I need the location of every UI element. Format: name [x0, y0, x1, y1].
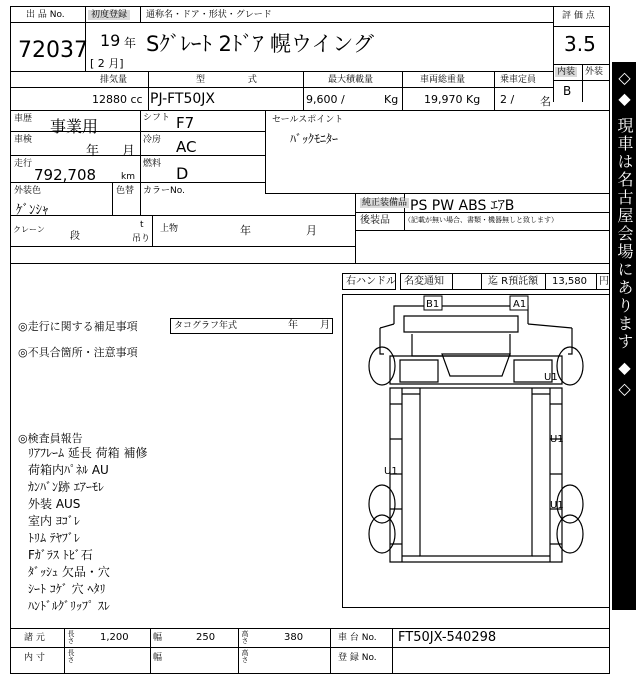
name-change-label: 名変通知: [404, 276, 444, 287]
interior-grade-value: B: [563, 84, 572, 98]
width-value: 250: [196, 632, 216, 643]
model-label: 型 式: [196, 75, 257, 85]
crane-label: クレーン: [13, 225, 45, 234]
grade-value: 3.5: [564, 32, 596, 56]
inner-height-label: 高さ: [241, 649, 249, 663]
inspection-month: 月: [122, 144, 136, 159]
tachograph-label: タコグラフ年式: [174, 321, 238, 331]
inspector-line: ﾘｱﾌﾚｰﾑ 延長 荷箱 補修: [28, 446, 148, 460]
tachograph-month: 月: [320, 320, 330, 331]
color-code-label: カラーNo.: [143, 186, 185, 196]
location-banner-text: ◇◆ 現車は名古屋会場にあります ◆◇: [615, 68, 634, 401]
upper-body-month: 月: [306, 224, 317, 237]
first-registration-month: [ 2 月]: [90, 57, 124, 70]
vehicle-name-header: 通称名・ドア・形状・グレード: [146, 10, 272, 20]
inspector-line: 外装 AUS: [28, 497, 81, 511]
model-value: PJ-FT50JX: [150, 91, 216, 107]
mileage-label: 走行: [14, 159, 33, 169]
exterior-grade-label: 外装: [585, 67, 604, 77]
gvw-value: 19,970 Kg: [424, 93, 481, 106]
height-label: 高さ: [241, 630, 249, 644]
length-value: 1,200: [100, 632, 129, 643]
max-load-label: 最大積載量: [328, 75, 374, 85]
location-banner: [612, 62, 636, 610]
length-label: 長さ: [67, 630, 75, 644]
inspector-line: Fｶﾞﾗｽ ﾄﾋﾞ石: [28, 548, 93, 562]
fuel-value: D: [176, 164, 189, 183]
width-label: 幅: [153, 633, 163, 643]
history-label: 車歴: [14, 114, 33, 124]
first-registration-year: 19: [100, 31, 121, 50]
after-market-note: （記載が無い場合、書類・機器無しと致します）: [404, 216, 558, 224]
chassis-value: FT50JX-540298: [398, 630, 497, 645]
fuel-label: 燃料: [143, 159, 162, 169]
shift-value: F7: [176, 114, 195, 132]
grade-label: 評 価 点: [562, 11, 595, 21]
capacity-unit: 名: [540, 95, 551, 108]
tachograph-year: 年: [288, 320, 298, 331]
inner-width-label: 幅: [153, 653, 163, 663]
recycle-fee-unit: 円: [599, 276, 609, 287]
color-value: ｹﾞﾝｼｬ: [16, 203, 49, 218]
capacity-label: 乗車定員: [500, 75, 537, 85]
crane-hanging: 吊り: [132, 234, 151, 244]
specs-label: 諸 元: [24, 633, 45, 643]
equipment-label: 純正装備品: [362, 198, 408, 208]
recycle-fee-label: 迄 R預託額: [488, 276, 539, 287]
max-load-value: 9,600 /: [306, 93, 345, 106]
damage-mark: U1: [544, 372, 558, 383]
gvw-label: 車両総重量: [420, 75, 466, 85]
inspector-line: 室内 ﾖｺﾞﾚ: [28, 514, 80, 528]
damage-mark: U1: [550, 434, 564, 445]
truck-diagram: [342, 294, 610, 608]
defects-label: ◎不具合箇所・注意事項: [18, 346, 138, 359]
vehicle-name: Sｸﾞﾚｰﾄ 2ﾄﾞｱ 幌ウイング: [146, 32, 374, 56]
displacement-value: 12880 cc: [92, 93, 143, 106]
damage-mark: U1: [384, 466, 398, 477]
height-value: 380: [284, 632, 304, 643]
color-label: 外装色: [14, 186, 42, 196]
inner-size-label: 内 寸: [24, 653, 45, 663]
history-value: 事業用: [50, 117, 99, 136]
name-change-mark-box: [452, 273, 482, 290]
mileage-unit: km: [121, 172, 135, 182]
crane-stage: 段: [70, 231, 80, 242]
lot-number: 72037: [18, 38, 88, 63]
a1-label: A1: [513, 299, 527, 310]
inspector-line: ﾊﾝﾄﾞﾙｸﾞﾘｯﾌﾟ ｽﾚ: [28, 599, 110, 613]
inspector-line: ｼｰﾄ ｺｹﾞ 穴 ﾍﾀﾘ: [28, 582, 106, 596]
inspection-year: 年: [86, 144, 100, 159]
chassis-label: 車 台 No.: [338, 633, 377, 643]
upper-body-label: 上物: [160, 224, 179, 234]
inner-length-label: 長さ: [67, 649, 75, 663]
inspection-label: 車検: [14, 135, 33, 145]
inspector-report-lines: [28, 446, 147, 616]
ac-value: AC: [176, 138, 197, 156]
shift-label: シフト: [143, 113, 171, 123]
inspector-line: ﾀﾞｯｼｭ 欠品・穴: [28, 565, 110, 579]
year-unit: 年: [124, 36, 137, 50]
recycle-fee-value: 13,580: [552, 276, 587, 287]
registration-label: 登 録 No.: [338, 653, 377, 663]
b1-label: B1: [426, 299, 440, 310]
mileage-value: 792,708: [34, 166, 97, 184]
equipment-value: PS PW ABS ｴｱB: [410, 198, 515, 214]
sales-point-label: セールスポイント: [272, 115, 344, 125]
lot-label: 出 品 No.: [26, 10, 65, 20]
capacity-value: 2 /: [500, 93, 515, 106]
color-change-label: 色替: [116, 186, 135, 196]
sales-point-value: ﾊﾞｯｸﾓﾆﾀｰ: [290, 132, 339, 146]
crane-ton: t: [140, 220, 144, 230]
max-load-unit: Kg: [384, 93, 399, 106]
right-handle-label: 右ハンドル: [346, 276, 396, 287]
first-registration-label: 初度登録: [88, 10, 130, 20]
upper-body-year: 年: [240, 224, 251, 237]
interior-grade-label: 内装: [557, 67, 576, 77]
inspector-report-label: ◎検査員報告: [18, 432, 83, 445]
inspector-line: ｶﾝﾊﾞﾝ跡 ｴｱｰﾓﾚ: [28, 480, 104, 494]
driving-remarks-label: ◎走行に関する補足事項: [18, 320, 138, 333]
ac-label: 冷房: [143, 135, 162, 145]
displacement-label: 排気量: [100, 75, 128, 85]
after-market-label: 後装品: [360, 215, 390, 226]
damage-mark: U1: [550, 500, 564, 511]
inspector-line: ﾄﾘﾑ ﾃﾔﾌﾞﾚ: [28, 531, 80, 545]
inspector-line: 荷箱内ﾊﾟﾈﾙ AU: [28, 463, 109, 477]
